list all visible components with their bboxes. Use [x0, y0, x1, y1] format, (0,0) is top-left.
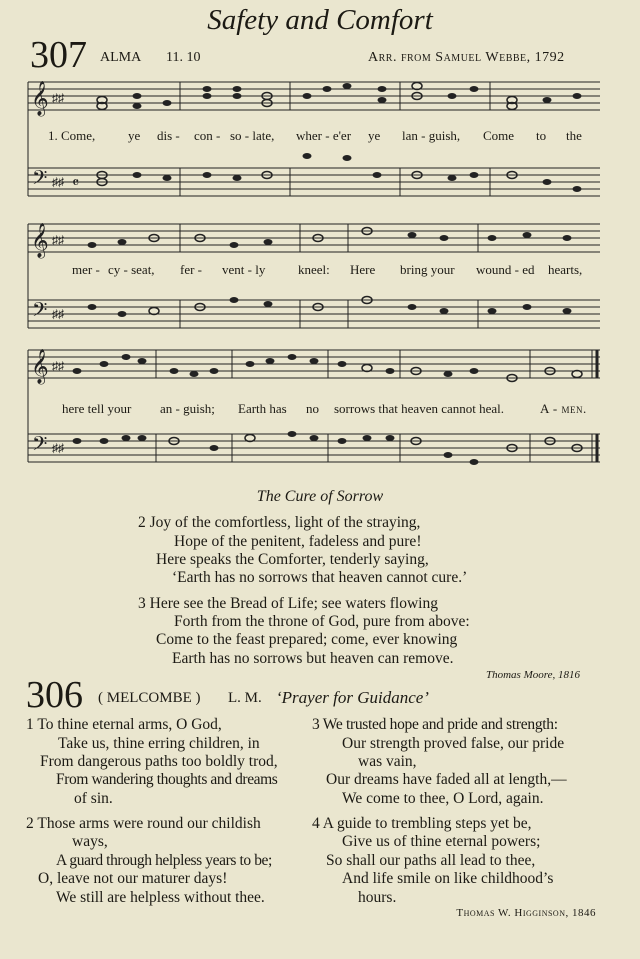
hymn-number-307: 307 — [30, 34, 87, 76]
svg-text:𝄢: 𝄢 — [32, 298, 48, 326]
lyrics-line-3 — [0, 401, 640, 417]
syllable: mer - — [72, 262, 100, 277]
svg-text:𝄞: 𝄞 — [31, 81, 49, 116]
verse-1-line: Take us, thine erring children, in — [58, 735, 260, 752]
svg-text:𝄢: 𝄢 — [32, 166, 48, 194]
syllable: Here — [350, 262, 376, 277]
lyrics-line-2 — [0, 262, 640, 278]
verse-2-line: ‘Earth has no sorrows that heaven cannot cure.’ — [172, 569, 468, 586]
svg-text:𝄢: 𝄢 — [32, 432, 48, 460]
syllable: kneel: — [298, 262, 330, 277]
svg-text:♯♯: ♯♯ — [52, 233, 64, 247]
syllable: lan - guish, — [402, 128, 461, 143]
svg-text:𝄴: 𝄴 — [72, 173, 80, 192]
verse-3-line: Our dreams have faded all at length,— — [326, 771, 567, 788]
verse-4-line: Give us of thine eternal powers; — [342, 833, 541, 850]
verse-2-line: Here speaks the Comforter, tenderly saying, — [156, 551, 429, 568]
verse-1-line: of sin. — [74, 790, 113, 807]
verse-2-line: O, leave not our maturer days! — [38, 870, 228, 887]
syllable: 1. Come, — [48, 128, 96, 143]
tune-name: ( MELCOMBE ) — [98, 690, 201, 706]
verse-3-line: Earth has no sorrows but heaven can remove. — [172, 650, 454, 667]
svg-text:♯♯: ♯♯ — [52, 307, 64, 321]
meter: 11. 10 — [166, 50, 201, 65]
verse-3-line: 3 Here see the Bread of Life; see waters flowing — [138, 595, 438, 612]
syllable: wher - e'er — [296, 128, 352, 143]
music-system-2 — [22, 218, 606, 338]
syllable: vent - ly — [222, 262, 266, 277]
syllable: wound - ed — [476, 262, 535, 277]
syllable: A - men. — [540, 401, 587, 416]
syllable: ye — [368, 128, 381, 143]
syllable: no — [306, 401, 319, 416]
verse-2-line: We still are helpless without thee. — [56, 889, 265, 906]
syllable: sorrows that heaven cannot heal. — [334, 401, 505, 416]
verse-1-line: From wandering thoughts and dreams — [56, 771, 278, 788]
verse-4-line: And life smile on like childhood’s — [342, 870, 554, 887]
music-system-1 — [22, 76, 606, 216]
svg-text:𝄞: 𝄞 — [31, 223, 49, 258]
hymn-number-306: 306 — [26, 674, 83, 716]
syllable: bring your — [400, 262, 455, 277]
meter: L. M. — [228, 690, 262, 706]
syllable: an - guish; — [160, 401, 215, 416]
verse-2-line: A guard through helpless years to be; — [56, 852, 272, 869]
svg-text:𝄞: 𝄞 — [31, 349, 49, 384]
hymn-subtitle: The Cure of Sorrow — [256, 488, 384, 505]
svg-text:♯♯: ♯♯ — [52, 441, 64, 455]
verse-2-line: 2 Joy of the comfortless, light of the straying, — [138, 514, 421, 531]
verse-3-line: Come to the feast prepared; come, ever knowing — [156, 631, 458, 648]
page-title: Safety and Comfort — [207, 4, 433, 36]
verse-3-line: was vain, — [358, 753, 417, 770]
verse-4-line: 4 A guide to trembling steps yet be, — [312, 815, 532, 832]
svg-text:♯♯: ♯♯ — [52, 91, 64, 105]
verse-1-line: 1 To thine eternal arms, O God, — [26, 716, 222, 733]
lyrics-line-1 — [0, 128, 640, 144]
arranger-credit: Arr. from Samuel Webbe, 1792 — [368, 50, 565, 65]
svg-text:♯♯: ♯♯ — [52, 175, 64, 189]
verse-3-line: We come to thee, O Lord, again. — [342, 790, 544, 807]
verse-3-line: 3 We trusted hope and pride and strength: — [312, 716, 558, 733]
verse-3-line: Forth from the throne of God, pure from above: — [174, 613, 470, 630]
tune-name: ALMA — [100, 50, 142, 65]
verse-2-line: Hope of the penitent, fadeless and pure! — [174, 533, 422, 550]
syllable: cy - seat, — [108, 262, 155, 277]
syllable: dis - — [157, 128, 180, 143]
syllable: hearts, — [548, 262, 583, 277]
syllable: to — [536, 128, 547, 143]
verse-2-line: ways, — [72, 833, 108, 850]
syllable: here tell your — [62, 401, 132, 416]
author-credit: Thomas Moore, 1816 — [485, 669, 580, 681]
syllable: fer - — [180, 262, 203, 277]
verse-2-line: 2 Those arms were round our childish — [26, 815, 261, 832]
verse-1-line: From dangerous paths too boldly trod, — [40, 753, 278, 770]
syllable: ye — [128, 128, 141, 143]
hymn-title: ‘Prayer for Guidance’ — [276, 688, 429, 707]
verse-4-line: hours. — [358, 889, 397, 906]
syllable: the — [566, 128, 582, 143]
verse-3-line: Our strength proved false, our pride — [342, 735, 565, 752]
syllable: Earth has — [238, 401, 287, 416]
syllable: Come — [483, 128, 515, 143]
syllable: con - — [194, 128, 221, 143]
syllable: so - late, — [230, 128, 275, 143]
author-credit: Thomas W. Higginson, 1846 — [456, 907, 596, 919]
svg-text:♯♯: ♯♯ — [52, 359, 64, 373]
verse-4-line: So shall our paths all lead to thee, — [326, 852, 536, 869]
